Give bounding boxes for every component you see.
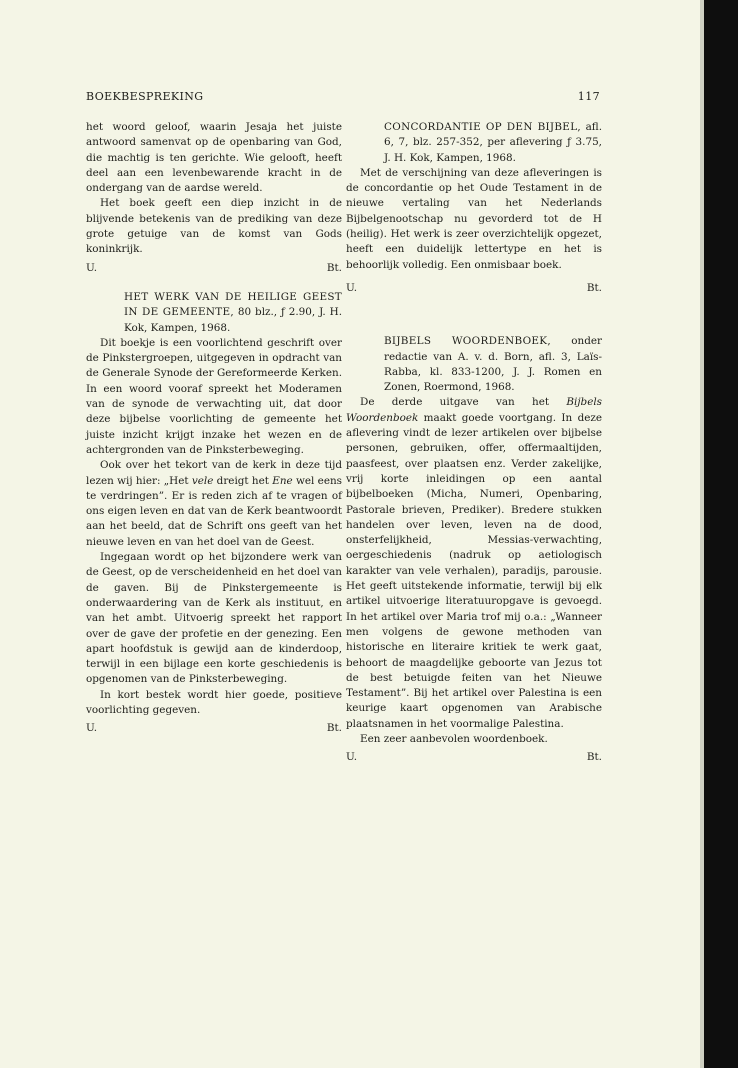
text-run: dreigt het <box>213 474 273 487</box>
paragraph: Met de verschijning van deze afleveringen is de concordantie op het Oude Testament in de nieuwe vertaling van het Nederlands Bijbelgenootschap nu gevorderd tot de H (heilig). Het werk is zeer overzichtelijk opgezet, heeft een duidelijk lettertype en het is behoorlijk volledig. Een onmisbaar boek. <box>346 166 602 271</box>
signature-initial: U. <box>346 281 358 294</box>
signature-author: Bt. <box>586 281 602 294</box>
signature-initial: U. <box>86 261 98 274</box>
paragraph: In kort bestek wordt hier goede, positieve voorlichting gegeven. <box>86 688 342 716</box>
signature-author: Bt. <box>586 751 602 764</box>
emphasis: vele <box>191 474 214 487</box>
signature <box>346 750 602 765</box>
review-3 <box>346 120 602 296</box>
review-heading <box>86 290 342 336</box>
signature <box>86 261 342 276</box>
signature-initial: U. <box>86 722 98 735</box>
paragraph <box>86 458 342 550</box>
paragraph: het woord geloof, waarin Jesaja het juiste antwoord samenvat op de openbaring van God, die machtig is ten gerichte. Wie gelooft, heeft deel aan een levenbewarende kracht in de ondergang van de aardse wereld. <box>86 121 342 195</box>
paragraph: Dit boekje is een voorlichtend geschrift over de Pinkstergroepen, uitgegeven in opdracht van de Generale Synode der Gereformeerde Kerken. In een woord vooraf spreekt het Moderamen van de synode de verwachting uit, dat door deze bijbelse voorlichting de gemeente het juiste inzicht krijgt inzake het wezen en de achtergronden van de Pinksterbeweging. <box>86 336 342 456</box>
review-4 <box>346 334 602 765</box>
review-heading <box>346 334 602 395</box>
review-1-end <box>86 120 342 276</box>
text-run: Ook over het tekort van de kerk in deze tijd lezen wij hier: „Het <box>86 459 342 487</box>
paragraph: Ingegaan wordt op het bijzondere werk van de Geest, op de verscheidenheid en het doel van de gaven. Bij de Pinkstergemeente is onderwaardering van de Kerk als instituut, en van het ambt. Uitvoerig spreekt het rapport over de gave der profetie en der genezing. Een apart hoofdstuk is gewijd aan de kinderdoop, terwijl in een bijlage een korte geschiedenis is opgenomen van de Pinksterbeweging. <box>86 551 342 686</box>
book-title: HET WERK VAN DE HEILIGE GEEST IN DE GEMEENTE, <box>124 290 342 319</box>
scan-edge <box>704 0 738 1068</box>
signature-initial: U. <box>346 751 358 764</box>
book-title: BIJBELS WOORDENBOEK, <box>384 335 551 348</box>
running-title: BOEKBESPREKING <box>86 90 204 103</box>
page-number: 117 <box>577 90 600 103</box>
review-heading <box>346 120 602 166</box>
text-run: wel eens te verdringen”. Er is reden zich af te vragen of ons eigen leven en dat van de Kerk beantwoordt aan het beeld, dat de Schrift ons geeft van het nieuwe leven en van het doel van de Geest. <box>86 474 342 548</box>
book-details: afl. 6, 7, blz. 257-352, per aflevering ƒ 3.75, J. H. Kok, Kampen, 1968. <box>384 121 602 164</box>
emphasis: Bijbels Woordenboek <box>346 396 602 424</box>
right-column <box>346 120 602 766</box>
paragraph <box>346 395 602 732</box>
book-title: CONCORDANTIE OP DEN BIJBEL, <box>384 121 581 133</box>
text-run: maakt goede voortgang. In deze aflevering vindt de lezer artikelen over bijbelse personen, gebruiken, offer, offermaaltijden, paasfeest, over plaatsen enz. Verder zakelijke, vrij korte inleidingen op een aantal bijbelboeken (Micha, Numeri, Openbaring, Pastorale brieven, Prediker). Bredere stukken handelen over leven, leven na de dood, onsterfelijkheid, Messias-verwachting, oergeschiedenis (nadruk op aetiologisch karakter van vele verhalen), paradijs, parousie. Het geeft uitstekende informatie, terwijl bij elk artikel uitvoerige literatuuropgave is gevoegd. In het artikel over Maria trof mij o.a.: „Wanneer men volgens de gewone methoden van historische en literaire kritiek te werk gaat, behoort de maagdelijke geboorte van Jezus tot de best betuigde feiten van het Nieuwe Testament”. Bij het artikel over Palestina is een keurige kaart opgenomen van Arabische plaatsnamen in het voormalige Palestina. <box>346 411 602 730</box>
emphasis: Ene <box>272 474 293 487</box>
signature-author: Bt. <box>326 722 342 735</box>
paragraph: Een zeer aanbevolen woordenboek. <box>360 732 548 745</box>
signature <box>346 281 602 296</box>
signature-author: Bt. <box>326 261 342 274</box>
text-run: De derde uitgave van het <box>360 396 567 409</box>
review-2 <box>86 290 342 737</box>
running-header <box>86 90 600 106</box>
left-column <box>86 120 342 737</box>
book-details: onder redactie van A. v. d. Born, afl. 3, Laïs-Rabba, kl. 833-1200, J. J. Romen en Zonen, Roermond, 1968. <box>384 335 602 394</box>
signature <box>86 721 342 736</box>
book-details: 80 blz., ƒ 2.90, J. H. Kok, Kampen, 1968. <box>124 306 342 334</box>
paragraph: Het boek geeft een diep inzicht in de blijvende betekenis van de prediking van deze grote getuige van de komst van Gods koninkrijk. <box>86 197 342 256</box>
